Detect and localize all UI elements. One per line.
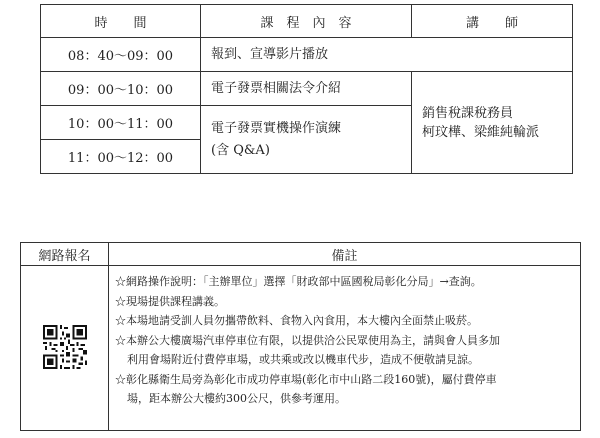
topic-cell: 電子發票實機操作演練 (含 Q&A): [201, 106, 412, 174]
schedule-row: [41, 38, 573, 72]
note-item: ☆現場提供課程講義。: [115, 294, 225, 308]
schedule-header-row: [41, 5, 573, 38]
qr-cell: [21, 266, 109, 431]
header-time: 時 間: [41, 5, 201, 38]
time-slot: 10：00～11：00: [41, 106, 201, 140]
qr-code-icon[interactable]: [43, 325, 87, 369]
note-item: 場，距本辦公大樓約300公尺，供參考運用。: [127, 392, 346, 405]
notes-heading: 備註: [109, 243, 581, 266]
note-item: ☆網路操作說明：「主辦單位」選擇「財政部中區國稅局彰化分局」→查詢。: [115, 275, 482, 288]
note-item: ☆本辦公大樓廣場汽車停車位有限，以提供洽公民眾使用為主，請與會人員多加: [115, 333, 500, 347]
note-item: 利用會場附近付費停車場，或共乘或改以機車代步，造成不便敬請見諒。: [127, 353, 479, 366]
header-content: 課 程 內 容: [201, 5, 412, 38]
time-slot: 11：00～12：00: [41, 140, 201, 174]
schedule-row: [41, 72, 573, 106]
speaker-names: 柯玟樺、梁維純輪派: [422, 124, 540, 140]
header-speaker: 講 師: [412, 5, 573, 38]
speaker-cell: [412, 72, 573, 174]
note-item: ☆彰化縣衛生局旁為彰化市成功停車場(彰化市中山路二段160號)，屬付費停車: [115, 372, 497, 386]
registration-table: [20, 242, 581, 431]
speaker-title: 銷售稅課稅務員: [422, 105, 514, 121]
topic-cell: 電子發票相關法令介紹: [201, 72, 412, 106]
schedule-table: [40, 4, 573, 174]
time-slot: 09：00～10：00: [41, 72, 201, 106]
time-slot: 08：40～09：00: [41, 38, 201, 72]
notes-cell: [109, 266, 581, 431]
registration-header-row: [21, 243, 581, 266]
online-registration-label: 網路報名: [21, 243, 109, 266]
registration-body-row: [21, 266, 581, 431]
topic-cell: 報到、宣導影片播放: [201, 38, 573, 72]
note-item: ☆本場地請受訓人員勿攜帶飲料、食物入內食用，本大樓內全面禁止吸菸。: [115, 314, 478, 327]
